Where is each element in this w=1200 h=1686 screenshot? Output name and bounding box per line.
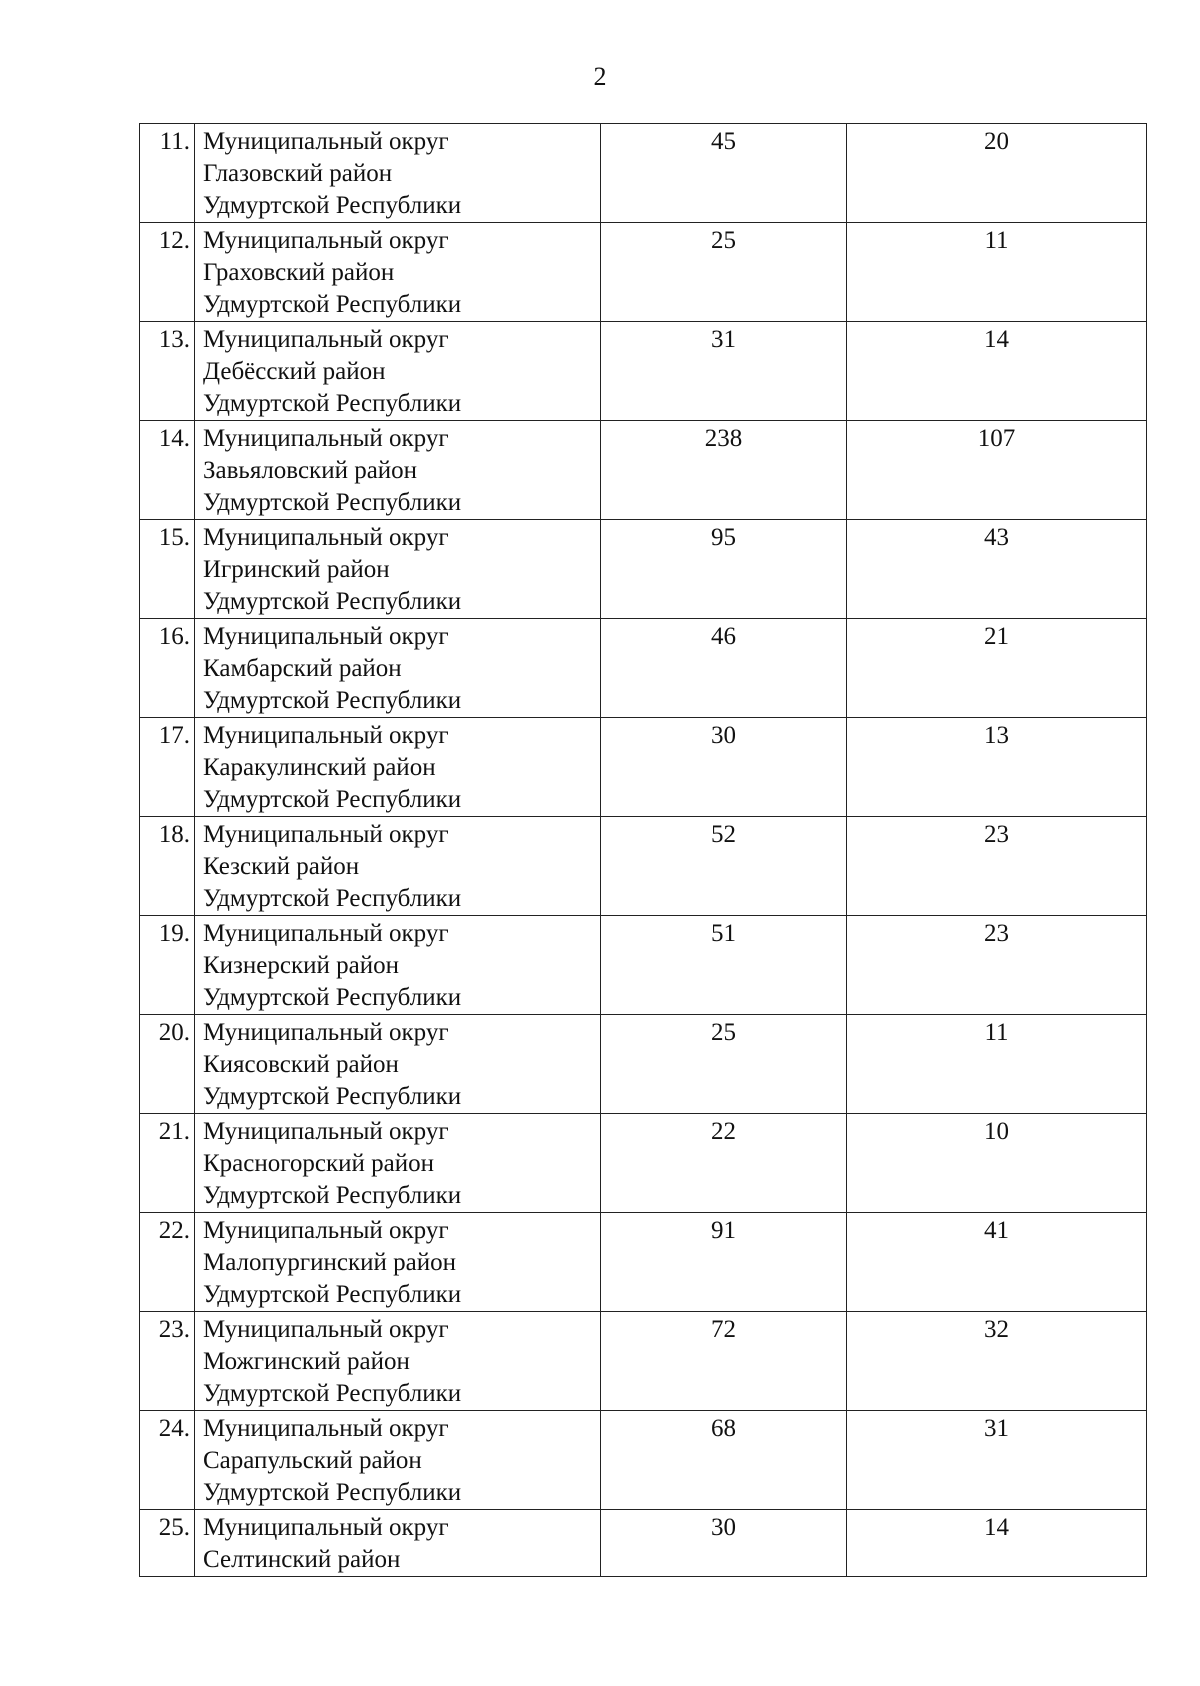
name-line-2: Дебёсский район xyxy=(203,358,386,385)
row-number: 16. xyxy=(140,619,195,718)
name-line-2: Кезский район xyxy=(203,853,360,880)
name-line-3: Удмуртской Республики xyxy=(203,1083,462,1110)
row-number: 21. xyxy=(140,1114,195,1213)
value-column-2: 43 xyxy=(847,520,1147,619)
row-number: 19. xyxy=(140,916,195,1015)
municipality-name xyxy=(195,1114,601,1213)
name-line-1: Муниципальный округ xyxy=(203,1415,449,1442)
table-row xyxy=(140,223,1147,322)
value-column-2: 13 xyxy=(847,718,1147,817)
name-line-3: Удмуртской Республики xyxy=(203,489,462,516)
value-column-1: 25 xyxy=(601,223,847,322)
value-column-2: 23 xyxy=(847,916,1147,1015)
name-line-1: Муниципальный округ xyxy=(203,128,449,155)
row-number: 11. xyxy=(140,124,195,223)
table-row xyxy=(140,619,1147,718)
name-line-1: Муниципальный округ xyxy=(203,821,449,848)
municipality-name xyxy=(195,322,601,421)
name-line-1: Муниципальный округ xyxy=(203,920,449,947)
value-column-2: 23 xyxy=(847,817,1147,916)
table-row xyxy=(140,1114,1147,1213)
value-column-2: 11 xyxy=(847,223,1147,322)
name-line-1: Муниципальный округ xyxy=(203,326,449,353)
value-column-2: 41 xyxy=(847,1213,1147,1312)
value-column-2: 21 xyxy=(847,619,1147,718)
value-column-1: 45 xyxy=(601,124,847,223)
name-line-1: Муниципальный округ xyxy=(203,425,449,452)
table-row xyxy=(140,817,1147,916)
name-line-3: Удмуртской Республики xyxy=(203,1479,462,1506)
value-column-1: 238 xyxy=(601,421,847,520)
name-line-3: Удмуртской Республики xyxy=(203,1182,462,1209)
name-line-1: Муниципальный округ xyxy=(203,722,449,749)
value-column-1: 30 xyxy=(601,718,847,817)
table-row xyxy=(140,124,1147,223)
name-line-1: Муниципальный округ xyxy=(203,524,449,551)
row-number: 18. xyxy=(140,817,195,916)
table-row xyxy=(140,1213,1147,1312)
table-row xyxy=(140,718,1147,817)
municipality-name xyxy=(195,817,601,916)
name-line-1: Муниципальный округ xyxy=(203,227,449,254)
allocation-table xyxy=(139,123,1147,1577)
name-line-3: Удмуртской Республики xyxy=(203,588,462,615)
row-number: 20. xyxy=(140,1015,195,1114)
value-column-1: 22 xyxy=(601,1114,847,1213)
value-column-1: 30 xyxy=(601,1510,847,1577)
table-row xyxy=(140,421,1147,520)
value-column-1: 25 xyxy=(601,1015,847,1114)
name-line-1: Муниципальный округ xyxy=(203,1514,449,1541)
name-line-2: Завьяловский район xyxy=(203,457,418,484)
municipality-name xyxy=(195,1411,601,1510)
table-body xyxy=(140,124,1147,1577)
name-line-3: Удмуртской Республики xyxy=(203,192,462,219)
value-column-1: 31 xyxy=(601,322,847,421)
table-row xyxy=(140,916,1147,1015)
name-line-3: Удмуртской Республики xyxy=(203,291,462,318)
value-column-1: 95 xyxy=(601,520,847,619)
row-number: 14. xyxy=(140,421,195,520)
municipality-name xyxy=(195,1510,601,1577)
value-column-2: 10 xyxy=(847,1114,1147,1213)
value-column-1: 68 xyxy=(601,1411,847,1510)
name-line-2: Можгинский район xyxy=(203,1348,410,1375)
municipality-name xyxy=(195,619,601,718)
municipality-name xyxy=(195,421,601,520)
name-line-3: Удмуртской Республики xyxy=(203,984,462,1011)
row-number: 17. xyxy=(140,718,195,817)
table-row xyxy=(140,1510,1147,1577)
name-line-2: Глазовский район xyxy=(203,160,393,187)
value-column-1: 52 xyxy=(601,817,847,916)
row-number: 24. xyxy=(140,1411,195,1510)
name-line-1: Муниципальный округ xyxy=(203,1316,449,1343)
name-line-3: Удмуртской Республики xyxy=(203,1281,462,1308)
name-line-3: Удмуртской Республики xyxy=(203,1380,462,1407)
name-line-3: Удмуртской Республики xyxy=(203,687,462,714)
municipality-name xyxy=(195,124,601,223)
name-line-2: Кизнерский район xyxy=(203,952,400,979)
table-row xyxy=(140,1411,1147,1510)
name-line-2: Красногорский район xyxy=(203,1150,434,1177)
value-column-1: 72 xyxy=(601,1312,847,1411)
municipality-name xyxy=(195,718,601,817)
name-line-3: Удмуртской Республики xyxy=(203,885,462,912)
row-number: 13. xyxy=(140,322,195,421)
value-column-2: 14 xyxy=(847,1510,1147,1577)
name-line-2: Граховский район xyxy=(203,259,395,286)
name-line-1: Муниципальный округ xyxy=(203,1019,449,1046)
row-number: 25. xyxy=(140,1510,195,1577)
municipality-name xyxy=(195,1312,601,1411)
value-column-2: 20 xyxy=(847,124,1147,223)
value-column-1: 91 xyxy=(601,1213,847,1312)
name-line-1: Муниципальный округ xyxy=(203,623,449,650)
name-line-1: Муниципальный округ xyxy=(203,1118,449,1145)
value-column-1: 46 xyxy=(601,619,847,718)
table-row xyxy=(140,1015,1147,1114)
table-row xyxy=(140,1312,1147,1411)
name-line-3: Удмуртской Республики xyxy=(203,390,462,417)
value-column-2: 31 xyxy=(847,1411,1147,1510)
row-number: 23. xyxy=(140,1312,195,1411)
page-number: 2 xyxy=(593,62,607,91)
value-column-1: 51 xyxy=(601,916,847,1015)
municipality-name xyxy=(195,520,601,619)
row-number: 15. xyxy=(140,520,195,619)
table-row xyxy=(140,322,1147,421)
municipality-name xyxy=(195,223,601,322)
row-number: 12. xyxy=(140,223,195,322)
value-column-2: 107 xyxy=(847,421,1147,520)
name-line-2: Малопургинский район xyxy=(203,1249,457,1276)
name-line-2: Камбарский район xyxy=(203,655,402,682)
row-number: 22. xyxy=(140,1213,195,1312)
name-line-2: Селтинский район xyxy=(203,1546,401,1573)
municipality-name xyxy=(195,916,601,1015)
value-column-2: 32 xyxy=(847,1312,1147,1411)
name-line-2: Киясовский район xyxy=(203,1051,399,1078)
value-column-2: 14 xyxy=(847,322,1147,421)
table-row xyxy=(140,520,1147,619)
name-line-2: Каракулинский район xyxy=(203,754,436,781)
name-line-1: Муниципальный округ xyxy=(203,1217,449,1244)
value-column-2: 11 xyxy=(847,1015,1147,1114)
name-line-2: Сарапульский район xyxy=(203,1447,422,1474)
name-line-3: Удмуртской Республики xyxy=(203,786,462,813)
name-line-2: Игринский район xyxy=(203,556,390,583)
municipality-name xyxy=(195,1015,601,1114)
municipality-name xyxy=(195,1213,601,1312)
